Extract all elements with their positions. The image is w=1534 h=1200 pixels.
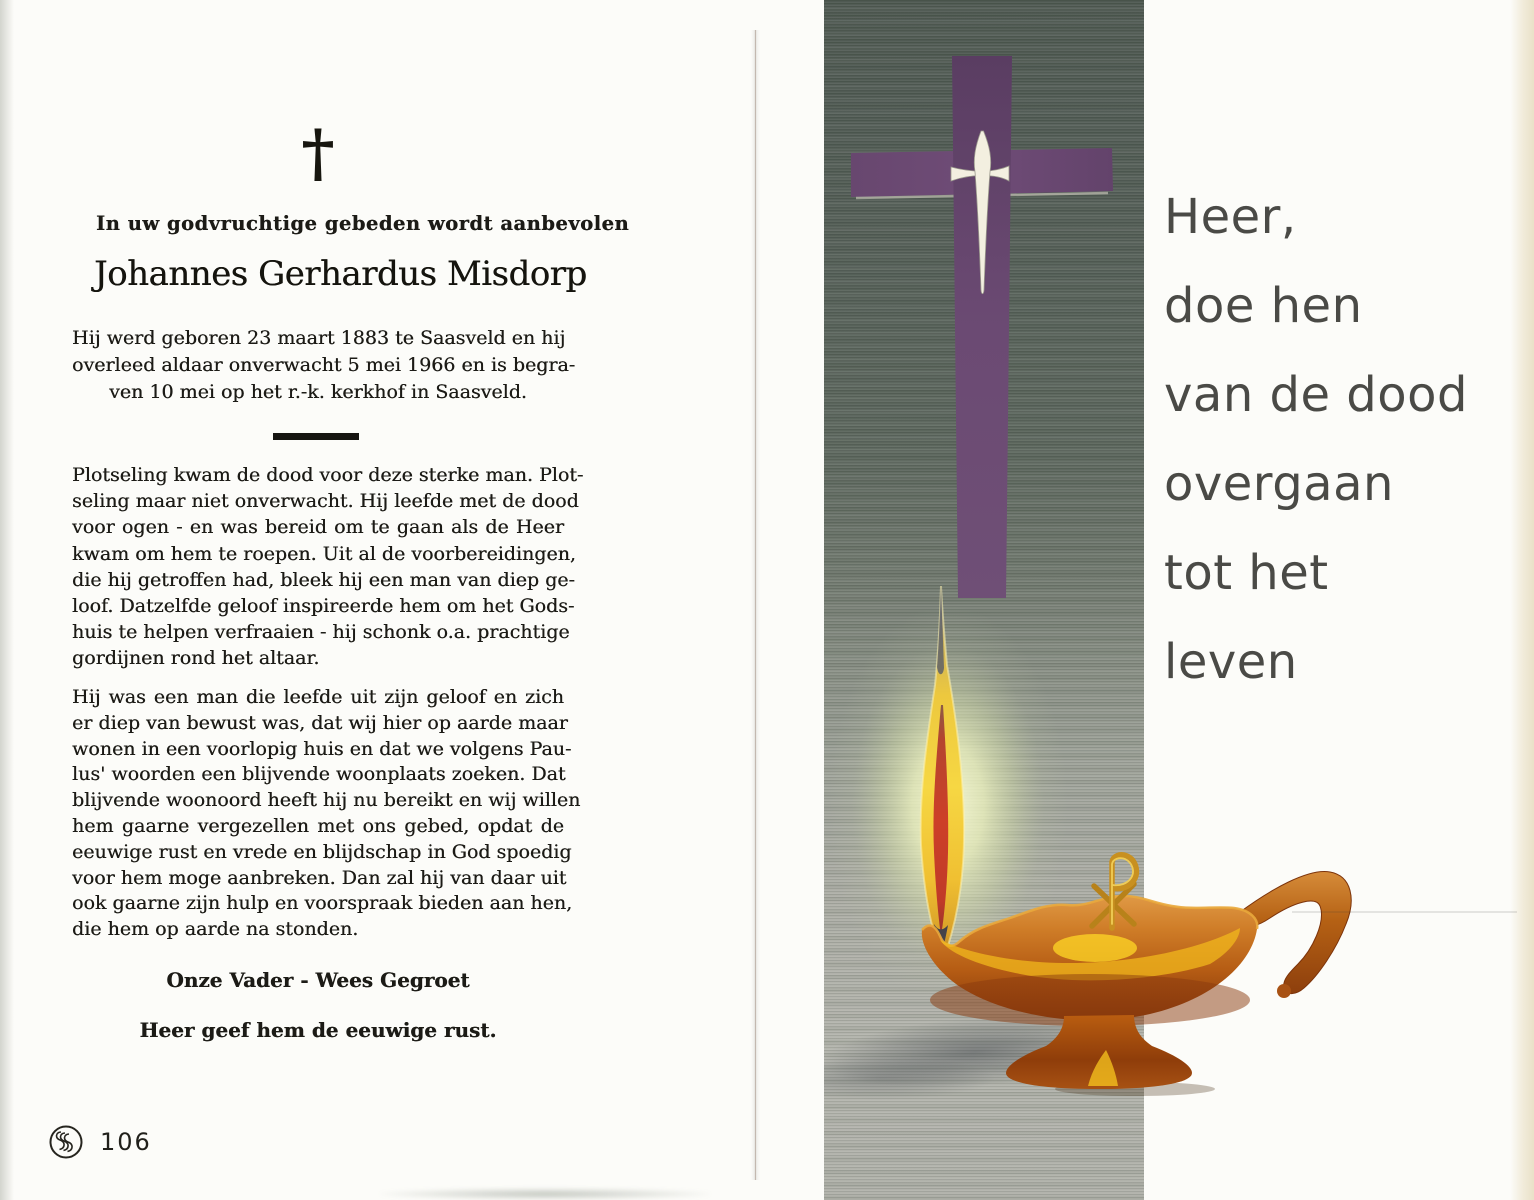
text-line: wonen in een voorlopig huis en dat we volgens Pau- [72,737,572,760]
bio-text [72,325,576,406]
scan-artifact-line [1292,911,1517,913]
section-divider [273,433,359,440]
text-line: gordijnen rond het altaar. [72,647,320,670]
lamp-handle [1240,872,1351,994]
text-line: Heer, [1164,189,1297,245]
text-line: doe hen [1164,278,1363,334]
text-line: kwam om hem te roepen. Uit al de voorbereidingen, [72,542,576,565]
text-line: huis te helpen verfraaien - hij schonk o.a. prachtige [72,621,570,644]
dedication-line: In uw godvruchtige gebeden wordt aanbevolen [96,212,630,235]
text-line: loof. Datzelfde geloof inspireerde hem om het Gods- [72,595,575,618]
text-line: hem gaarne vergezellen met ons gebed, opdat de [72,814,564,837]
text-line: Hij was een man die leefde uit zijn geloof en zich [72,686,564,708]
text-line: overleed aldaar onverwacht 5 mei 1966 en is begra- [72,354,576,376]
text-line: leven [1164,634,1298,690]
text-line: er diep van bewust was, dat wij hier op aarde maar [72,711,568,734]
card-fold-crease [751,30,760,1180]
text-line: Hij werd geboren 23 maart 1883 te Saasveld en hij [72,327,566,349]
text-line: seling maar niet onverwacht. Hij leefde met de dood [72,490,579,513]
text-line: ook gaarne zijn hulp en voorspraak bieden aan hen, [72,892,573,915]
obituary-paragraph-1 [72,462,584,672]
memorial-cross-icon: † [301,116,335,191]
text-line: eeuwige rust en vrede en blijdschap in God spoedig [72,840,572,863]
text-line: lus' woorden een blijvende woonplaats zoeken. Dat [72,763,566,786]
text-line: die hij getroffen had, bleek hij een man van diep ge- [72,568,575,591]
left-page [72,0,630,1200]
scan-edge-right [1510,0,1534,1200]
prayer-invocation: Onze Vader - Wees Gegroet [166,968,470,992]
text-line: overgaan [1164,456,1394,512]
text-line: ven 10 mei op het r.-k. kerkhof in Saasveld. [109,381,527,403]
text-line: blijvende woonoord heeft hij nu bereikt en wij willen [72,789,581,812]
text-line: tot het [1164,545,1329,601]
text-line: Plotseling kwam de dood voor deze sterke man. Plot- [72,464,584,486]
publisher-logo-icon [44,1120,88,1164]
obituary-paragraph-2 [72,685,581,943]
card-number: 106 [100,1128,152,1156]
text-line: voor ogen - en was bereid om te gaan als de Heer [72,516,564,539]
scan-smudge [380,1188,710,1200]
deceased-name: Johannes Gerhardus Misdorp [94,254,587,294]
right-page-verse [1164,173,1504,707]
scan-edge-left [0,0,14,1200]
prayer-petition: Heer geef hem de eeuwige rust. [139,1018,497,1042]
text-line: van de dood [1164,367,1468,423]
text-line: voor hem moge aanbreken. Dan zal hij van daar uit [72,866,567,889]
text-line: die hem op aarde na stonden. [72,918,359,941]
